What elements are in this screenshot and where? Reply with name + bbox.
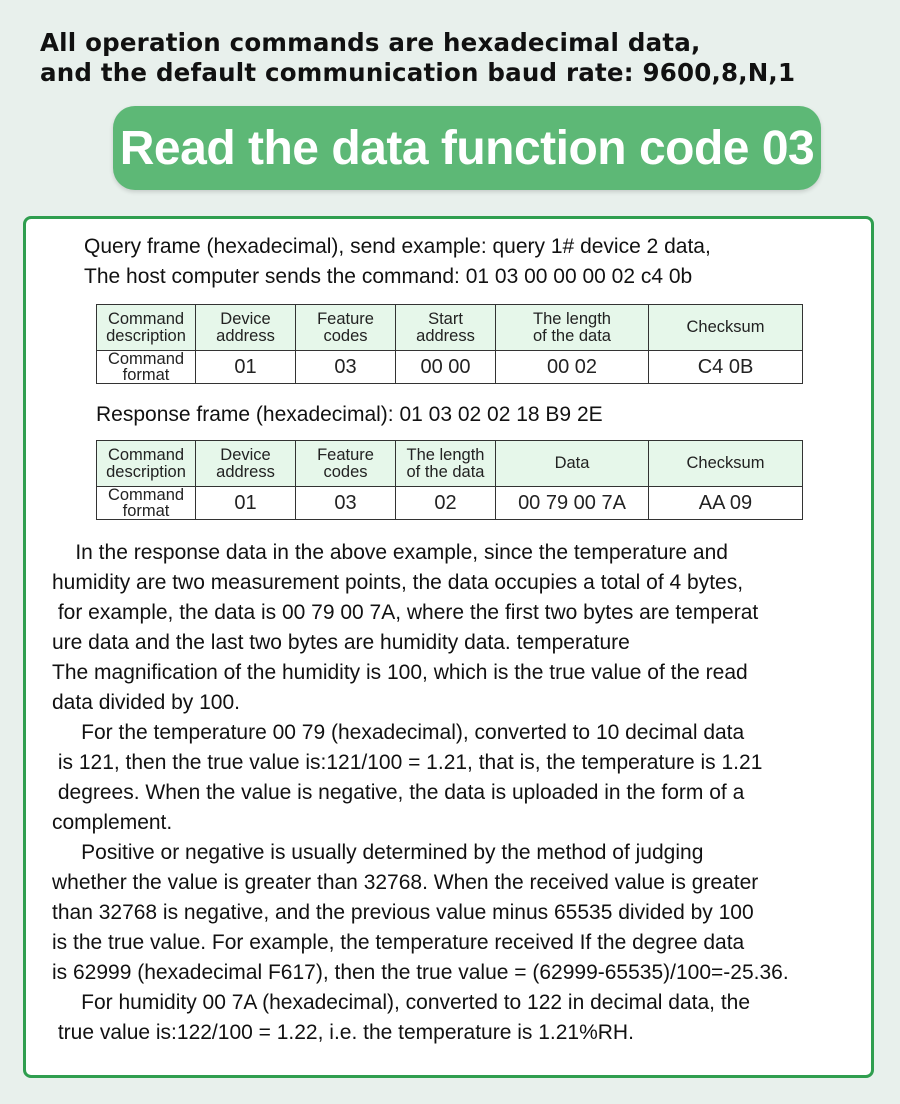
text-line: complement. [52, 811, 173, 834]
header-cell: Start address [396, 305, 496, 351]
value-cell: C4 0B [649, 351, 803, 384]
text-line: than 32768 is negative, and the previous value minus 65535 divided by 100 [52, 901, 754, 924]
top-note [40, 28, 880, 88]
text-line: For the temperature 00 79 (hexadecimal), converted to 10 decimal data [52, 721, 745, 744]
top-note-line-2: and the default communication baud rate: 9600,8,N,1 [40, 58, 796, 87]
text-line: data divided by 100. [52, 691, 240, 714]
text-line: is 121, then the true value is:121/100 = 1.21, that is, the temperature is 1.21 [52, 751, 763, 774]
header-cell: Checksum [649, 441, 803, 487]
text-line: Positive or negative is usually determined by the method of judging [52, 841, 704, 864]
text-line: degrees. When the value is negative, the data is uploaded in the form of a [52, 781, 745, 804]
table-row [97, 351, 803, 384]
text-line: for example, the data is 00 79 00 7A, where the first two bytes are temperat [52, 601, 759, 624]
value-cell: AA 09 [649, 487, 803, 520]
header-cell: Feature codes [296, 441, 396, 487]
query-intro [84, 232, 844, 292]
row-label-cell: Command format [97, 487, 196, 520]
table-header-row [97, 305, 803, 351]
header-cell: Device address [196, 305, 296, 351]
header-cell: The length of the data [396, 441, 496, 487]
text-line: whether the value is greater than 32768. When the received value is greater [52, 871, 759, 894]
value-cell: 00 00 [396, 351, 496, 384]
text-line: true value is:122/100 = 1.22, i.e. the temperature is 1.21%RH. [52, 1021, 634, 1044]
header-cell: The length of the data [496, 305, 649, 351]
explanation-text [52, 538, 872, 1048]
text-line: ure data and the last two bytes are humidity data. temperature [52, 631, 630, 654]
query-intro-line-2: The host computer sends the command: 01 03 00 00 00 02 c4 0b [84, 265, 693, 288]
value-cell: 02 [396, 487, 496, 520]
header-cell: Device address [196, 441, 296, 487]
page-title: Read the data function code 03 [119, 121, 815, 175]
value-cell: 01 [196, 351, 296, 384]
header-cell: Feature codes [296, 305, 396, 351]
value-cell: 01 [196, 487, 296, 520]
query-command-table [96, 304, 803, 384]
value-cell: 00 79 00 7A [496, 487, 649, 520]
text-line: For humidity 00 7A (hexadecimal), converted to 122 in decimal data, the [52, 991, 751, 1014]
value-cell: 00 02 [496, 351, 649, 384]
row-label-cell: Command format [97, 351, 196, 384]
header-cell: Data [496, 441, 649, 487]
text-line: In the response data in the above example, since the temperature and [52, 541, 728, 564]
header-cell: Checksum [649, 305, 803, 351]
text-line: is the true value. For example, the temperature received If the degree data [52, 931, 745, 954]
value-cell: 03 [296, 487, 396, 520]
text-line: is 62999 (hexadecimal F617), then the true value = (62999-65535)/100=-25.36. [52, 961, 789, 984]
response-intro: Response frame (hexadecimal): 01 03 02 02 18 B9 2E [96, 403, 603, 426]
header-cell: Command description [97, 305, 196, 351]
table-row [97, 487, 803, 520]
text-line: humidity are two measurement points, the data occupies a total of 4 bytes, [52, 571, 744, 594]
response-command-table [96, 440, 803, 520]
text-line: The magnification of the humidity is 100, which is the true value of the read [52, 661, 748, 684]
title-banner [113, 106, 821, 190]
header-cell: Command description [97, 441, 196, 487]
table-header-row [97, 441, 803, 487]
top-note-line-1: All operation commands are hexadecimal data, [40, 28, 701, 57]
query-intro-line-1: Query frame (hexadecimal), send example: query 1# device 2 data, [84, 235, 711, 258]
value-cell: 03 [296, 351, 396, 384]
